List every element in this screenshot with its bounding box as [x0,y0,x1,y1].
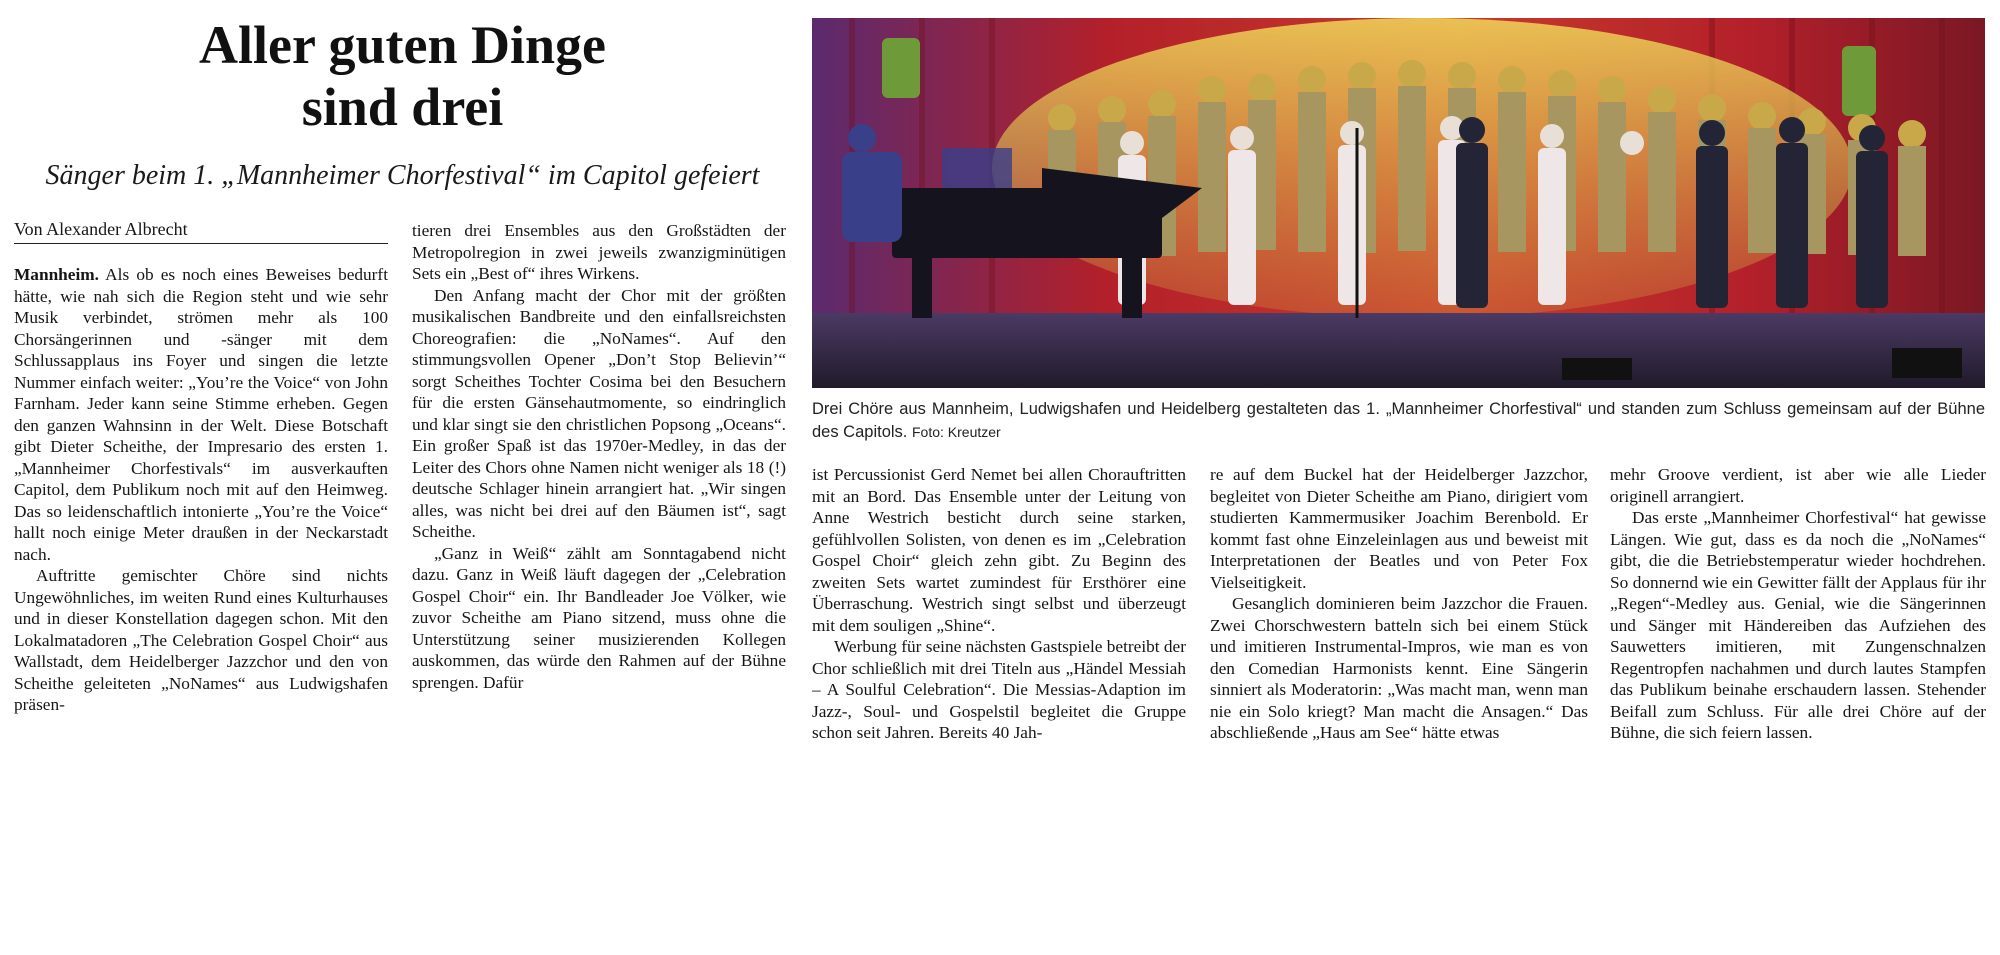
article-paragraph: Mannheim. Als ob es noch eines Beweises bedurft hätte, wie nah sich die Region steht und wie sehr Musik verbindet, strömen mehr als 100 Chorsängerinnen und -sänger mit dem Schlussapplaus ins Foyer und singen die letzte Nummer einfach weiter: „You’re the Voice“ von John Farnham. Jeder kann seine Stimme erheben. Gegen den ganzen Wahnsinn in der Welt. Diese Botschaft gibt Dieter Scheithe, der Impresario des ersten 1. „Mannheimer Chorfestivals“ im ausverkauften Capitol, dem Publikum noch mit auf den Heimweg. Das so leidenschaftlich intonierte „You’re the Voice“ hallt noch einige Meter draußen in der Neckarstadt nach. [14,265,388,564]
article-paragraph: ist Percussionist Gerd Nemet bei allen Chorauftritten mit an Bord. Das Ensemble unter der Leitung von Anne Westrich besticht durch seine starken, gefühlvollen Solisten, von denen es im „Celebration Gospel Choir“ gleich zehn gibt. Zu Beginn des zweiten Sets wartet zumindest für Ersthörer eine Überraschung. Westrich singt selbst und überzeugt mit dem souligen „Shine“. [812,465,1186,635]
article-column-5 [1610,464,1986,744]
article-column-4 [1210,464,1588,744]
caption-text: Drei Chöre aus Mannheim, Ludwigshafen und Heidelberg gestalteten das 1. „Mannheimer Chorfestival“ und standen zum Schluss gemeinsam auf der Bühne des Capitols. [812,400,1985,441]
article-paragraph: Das erste „Mannheimer Chorfestival“ hat gewisse Längen. Wie gut, dass es da noch die „NoNames“ gibt, die die Betriebstemperatur wieder hochdrehen. So donnernd wie ein Gewitter fällt der Applaus für ihr „Regen“-Medley aus. Genial, wie die Sängerinnen und Sänger mit Händereiben das Aufziehen des Sauwetters imitieren, mit Zungenschnalzen Regentropfen nachahmen und durch lautes Stampfen das Publikum beinahe erschaudern lassen. Stehender Beifall zum Schluss. Für alle drei Chöre auf der Bühne, die sich feiern lassen. [1610,508,1986,742]
byline: Von Alexander Albrecht [14,218,388,244]
article-paragraph: Den Anfang macht der Chor mit der größten musikalischen Bandbreite und den einfallsreichsten Choreografien: die „NoNames“. Auf den stimmungsvollen Opener „Don’t Stop Believin’“ sorgt Scheithes Tochter Cosima bei den Besuchern für die ersten Gänsehautmomente, so eindringlich und klar singt sie den christlichen Popsong „Oceans“. Ein großer Spaß ist das 1970er-Medley, in das der Leiter des Chors ohne Namen nicht weniger als 18 (!) deutsche Schlager hinein arrangiert hat. „Wir singen alles, was nicht bei drei auf den Bäumen ist“, sagt Scheithe. [412,285,786,541]
article-paragraph: mehr Groove verdient, ist aber wie alle Lieder originell arrangiert. [1610,465,1986,506]
photo-caption [812,398,1985,444]
subheadline: Sänger beim 1. „Mannheimer Chorfestival“ im Capitol gefeiert [45,160,760,191]
article-column-2 [412,220,786,693]
article-paragraph: re auf dem Buckel hat der Heidelberger Jazzchor, begleitet von Dieter Scheithe am Piano, dirigiert vom studierten Kammermusiker Joachim Berenbold. Er kommt fast ohne Einzeleinlagen aus und beweist mit Interpretationen der Beatles und von Peter Fox Vielseitigkeit. [1210,465,1588,592]
article-column-1 [14,264,388,716]
article-paragraph: Gesanglich dominieren beim Jazzchor die Frauen. Zwei Chorschwestern batteln sich bei einem Stück und imitieren Instrumental-Impros, wie man es von den Comedian Harmonists kennt. Eine Sängerin sinniert als Moderatorin: „Was macht man, wenn man nie ein Solo kriegt? Man macht die Ansagen.“ Das abschließende „Haus am See“ hätte etwas [1210,594,1588,742]
article-paragraph: Werbung für seine nächsten Gastspiele betreibt der Chor schließlich mit drei Titeln aus „Händel Messiah – A Soulful Celebration“. Die Messias-Adaption im Jazz-, Soul- und Gospelstil begleitet die Gruppe schon seit Jahren. Bereits 40 Jah- [812,637,1186,742]
photo-credit: Foto: Kreutzer [911,424,1001,440]
article-paragraph: Auftritte gemischter Chöre sind nichts Ungewöhnliches, im weiten Rund eines Kulturhauses und in dieser Konstellation dagegen schon. Mit den Lokalmatadoren „The Celebration Gospel Choir“ aus Wallstadt, dem Heidelberger Jazzchor und den von Scheithe geleiteten „NoNames“ aus Ludwigshafen präsen- [14,566,388,714]
headline [0,14,805,138]
headline-line-1: Aller guten Dinge [199,15,606,75]
dateline: Mannheim. [14,265,99,284]
article-paragraph: „Ganz in Weiß“ zählt am Sonntagabend nicht dazu. Ganz in Weiß läuft dagegen der „Celebration Gospel Choir“ ein. Ihr Bandleader Joe Völker, wie zuvor Scheithe am Piano sitzend, muss ohne die Unterstützung seiner musizierenden Kollegen auskommen, das würde den Rahmen auf der Bühne sprengen. Dafür [412,543,786,692]
article-column-3 [812,464,1186,744]
choir-stage-photo [812,18,1985,388]
headline-line-2: sind drei [301,77,504,137]
article-paragraph: tieren drei Ensembles aus den Großstädten der Metropolregion in zwei jeweils zwanzigminütigen Sets ein „Best of“ ihres Wirkens. [412,221,786,283]
